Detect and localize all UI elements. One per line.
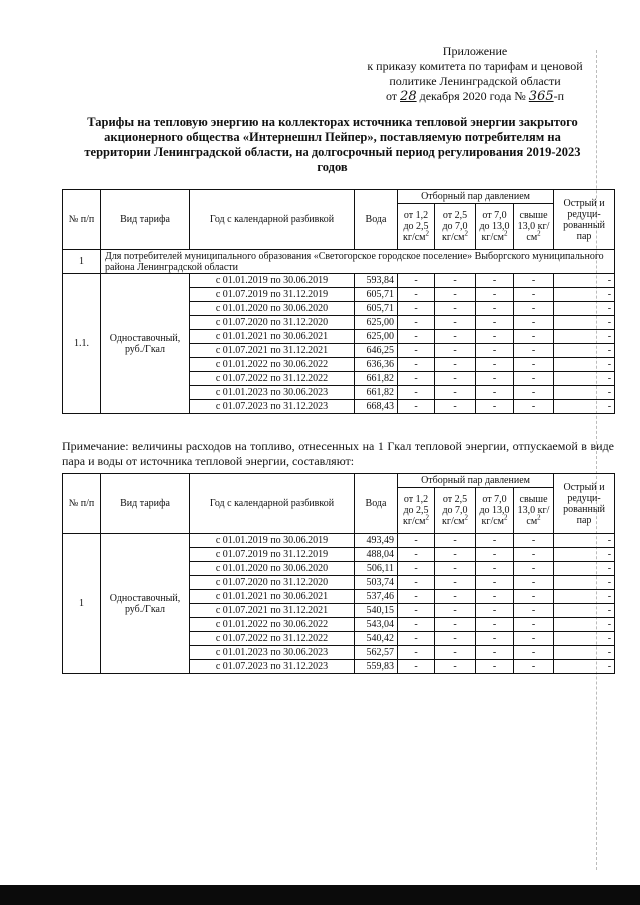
group-text: Для потребителей муниципального образования «Светогорское городское поселение» Выборгского муниципального района Ленинградской области — [101, 250, 615, 274]
steam-3-value: - — [476, 386, 514, 400]
period-cell: с 01.07.2023 по 31.12.2023 — [190, 660, 355, 674]
sharp-steam-value: - — [554, 646, 615, 660]
steam-3-value: - — [476, 604, 514, 618]
steam-3-value: - — [476, 548, 514, 562]
steam-1-value: - — [398, 604, 435, 618]
steam-2-value: - — [435, 618, 476, 632]
steam-4-value: - — [514, 632, 554, 646]
steam-1-value: - — [398, 632, 435, 646]
steam-4-value: - — [514, 302, 554, 316]
sharp-steam-value: - — [554, 330, 615, 344]
steam-1-value: - — [398, 372, 435, 386]
steam-1-value: - — [398, 576, 435, 590]
period-cell: с 01.01.2023 по 30.06.2023 — [190, 386, 355, 400]
sharp-steam-value: - — [554, 534, 615, 548]
steam-1-value: - — [398, 288, 435, 302]
period-cell: с 01.07.2020 по 31.12.2020 — [190, 576, 355, 590]
period-cell: с 01.07.2021 по 31.12.2021 — [190, 604, 355, 618]
steam-1-value: - — [398, 330, 435, 344]
sharp-steam-value: - — [554, 590, 615, 604]
steam-3-value: - — [476, 400, 514, 414]
water-value: 503,74 — [355, 576, 398, 590]
water-value: 540,42 — [355, 632, 398, 646]
steam-2-value: - — [435, 372, 476, 386]
steam-1-value: - — [398, 534, 435, 548]
water-value: 493,49 — [355, 534, 398, 548]
steam-3-value: - — [476, 288, 514, 302]
steam-3-value: - — [476, 576, 514, 590]
steam-3-value: - — [476, 618, 514, 632]
steam-1-value: - — [398, 274, 435, 288]
fuel-table-body — [63, 534, 615, 674]
steam-1-value: - — [398, 386, 435, 400]
sharp-steam-value: - — [554, 274, 615, 288]
document-title: Тарифы на тепловую энергию на коллекторах источника тепловой энергии закрытого акционерного общества «Интернешнл Пейпер», поставляемую потребителям на территории Ленинградской области, на долгосрочный период регулирования 2019-2023 годов — [84, 115, 581, 174]
steam-3-value: - — [476, 372, 514, 386]
steam-3-value: - — [476, 534, 514, 548]
period-cell: с 01.07.2021 по 31.12.2021 — [190, 344, 355, 358]
tariff-table — [62, 189, 615, 414]
header-steam-4: свыше 13,0 $кг/см^2$ — [514, 488, 554, 534]
header-steam-3: от 7,0 до 13,0 $кг/см^2$ — [476, 488, 514, 534]
steam-1-value: - — [398, 618, 435, 632]
steam-4-value: - — [514, 400, 554, 414]
steam-4-value: - — [514, 330, 554, 344]
header-steam-group: Отборный пар давлением — [398, 190, 554, 204]
header-sharp-steam: Острый и редуци-рованный пар — [554, 190, 615, 250]
steam-3-value: - — [476, 344, 514, 358]
steam-3-value: - — [476, 590, 514, 604]
steam-2-value: - — [435, 316, 476, 330]
steam-3-value: - — [476, 274, 514, 288]
steam-1-value: - — [398, 660, 435, 674]
water-value: 605,71 — [355, 302, 398, 316]
appendix-label: Приложение — [442, 44, 508, 58]
water-value: 540,15 — [355, 604, 398, 618]
tariff-table-header — [63, 190, 615, 250]
water-value: 668,43 — [355, 400, 398, 414]
water-value: 537,46 — [355, 590, 398, 604]
sharp-steam-value: - — [554, 632, 615, 646]
sharp-steam-value: - — [554, 562, 615, 576]
period-cell: с 01.07.2022 по 31.12.2022 — [190, 632, 355, 646]
steam-1-value: - — [398, 316, 435, 330]
period-cell: с 01.07.2022 по 31.12.2022 — [190, 372, 355, 386]
steam-1-value: - — [398, 302, 435, 316]
steam-4-value: - — [514, 386, 554, 400]
steam-3-value: - — [476, 660, 514, 674]
water-value: 646,25 — [355, 344, 398, 358]
sharp-steam-value: - — [554, 618, 615, 632]
header-num: № п/п — [63, 190, 101, 250]
steam-1-value: - — [398, 344, 435, 358]
group-num: 1 — [63, 250, 101, 274]
steam-1-value: - — [398, 358, 435, 372]
header-steam-2: от 2,5 до 7,0 $кг/см^2$ — [435, 204, 476, 250]
steam-2-value: - — [435, 400, 476, 414]
header-steam-1: от 1,2 до 2,5 $кг/см^2$ — [398, 204, 435, 250]
water-value: 543,04 — [355, 618, 398, 632]
steam-2-value: - — [435, 590, 476, 604]
tariff-type: Одноставочный, руб./Гкал — [101, 534, 190, 674]
header-sharp-steam: Острый и редуци-рованный пар — [554, 474, 615, 534]
steam-2-value: - — [435, 604, 476, 618]
note-paragraph: Примечание: величины расходов на топливо, отнесенных на 1 Гкал тепловой энергии, отпускаемой в виде пара и воды от источника тепловой энергии, составляют: — [62, 439, 614, 468]
sharp-steam-value: - — [554, 400, 615, 414]
period-cell: с 01.01.2022 по 30.06.2022 — [190, 358, 355, 372]
period-cell: с 01.01.2023 по 30.06.2023 — [190, 646, 355, 660]
steam-4-value: - — [514, 372, 554, 386]
water-value: 605,71 — [355, 288, 398, 302]
item-num: 1 — [63, 534, 101, 674]
water-value: 506,11 — [355, 562, 398, 576]
header-num: № п/п — [63, 474, 101, 534]
appendix-order-ref: к приказу комитета по тарифам и ценовой — [367, 59, 583, 73]
steam-2-value: - — [435, 534, 476, 548]
tariff-type: Одноставочный, руб./Гкал — [101, 274, 190, 414]
sharp-steam-value: - — [554, 548, 615, 562]
steam-2-value: - — [435, 660, 476, 674]
steam-1-value: - — [398, 400, 435, 414]
steam-4-value: - — [514, 316, 554, 330]
header-water: Вода — [355, 474, 398, 534]
appendix-committee: политике Ленинградской области — [389, 74, 561, 88]
header-steam-3: от 7,0 до 13,0 $кг/см^2$ — [476, 204, 514, 250]
steam-2-value: - — [435, 358, 476, 372]
group-row — [63, 250, 615, 274]
water-value: 625,00 — [355, 330, 398, 344]
period-cell: с 01.01.2020 по 30.06.2020 — [190, 562, 355, 576]
water-value: 562,57 — [355, 646, 398, 660]
steam-2-value: - — [435, 288, 476, 302]
steam-3-value: - — [476, 358, 514, 372]
sharp-steam-value: - — [554, 372, 615, 386]
water-value: 661,82 — [355, 386, 398, 400]
header-period: Год с календарной разбивкой — [190, 474, 355, 534]
header-steam-group: Отборный пар давлением — [398, 474, 554, 488]
steam-4-value: - — [514, 548, 554, 562]
period-cell: с 01.01.2022 по 30.06.2022 — [190, 618, 355, 632]
sharp-steam-value: - — [554, 302, 615, 316]
steam-2-value: - — [435, 632, 476, 646]
water-value: 636,36 — [355, 358, 398, 372]
header-period: Год с календарной разбивкой — [190, 190, 355, 250]
tariff-table-body — [63, 250, 615, 414]
steam-1-value: - — [398, 590, 435, 604]
sharp-steam-value: - — [554, 604, 615, 618]
steam-3-value: - — [476, 562, 514, 576]
steam-4-value: - — [514, 274, 554, 288]
scan-bottom-edge — [0, 885, 640, 905]
fuel-cost-table — [62, 473, 615, 674]
appendix-block — [350, 44, 600, 104]
steam-2-value: - — [435, 562, 476, 576]
steam-3-value: - — [476, 632, 514, 646]
steam-2-value: - — [435, 646, 476, 660]
sharp-steam-value: - — [554, 386, 615, 400]
sharp-steam-value: - — [554, 576, 615, 590]
steam-3-value: - — [476, 316, 514, 330]
date-day-handwritten: 28 — [400, 89, 417, 104]
period-cell: с 01.01.2019 по 30.06.2019 — [190, 274, 355, 288]
header-steam-1: от 1,2 до 2,5 $кг/см^2$ — [398, 488, 435, 534]
table-row — [63, 534, 615, 548]
header-water: Вода — [355, 190, 398, 250]
order-number-handwritten: 365 — [528, 89, 554, 104]
steam-2-value: - — [435, 330, 476, 344]
steam-3-value: - — [476, 646, 514, 660]
water-value: 593,84 — [355, 274, 398, 288]
sharp-steam-value: - — [554, 660, 615, 674]
header-steam-2: от 2,5 до 7,0 $кг/см^2$ — [435, 488, 476, 534]
steam-4-value: - — [514, 562, 554, 576]
steam-4-value: - — [514, 618, 554, 632]
period-cell: с 01.01.2021 по 30.06.2021 — [190, 330, 355, 344]
water-value: 488,04 — [355, 548, 398, 562]
steam-4-value: - — [514, 646, 554, 660]
appendix-date-line — [350, 89, 600, 104]
steam-4-value: - — [514, 288, 554, 302]
period-cell: с 01.01.2021 по 30.06.2021 — [190, 590, 355, 604]
steam-4-value: - — [514, 590, 554, 604]
steam-1-value: - — [398, 548, 435, 562]
steam-4-value: - — [514, 604, 554, 618]
header-type: Вид тарифа — [101, 474, 190, 534]
sharp-steam-value: - — [554, 316, 615, 330]
table-row — [63, 274, 615, 288]
water-value: 559,83 — [355, 660, 398, 674]
steam-4-value: - — [514, 358, 554, 372]
steam-4-value: - — [514, 660, 554, 674]
header-type: Вид тарифа — [101, 190, 190, 250]
steam-2-value: - — [435, 302, 476, 316]
steam-3-value: - — [476, 330, 514, 344]
water-value: 661,82 — [355, 372, 398, 386]
water-value: 625,00 — [355, 316, 398, 330]
date-prefix: от — [385, 89, 398, 103]
steam-3-value: - — [476, 302, 514, 316]
fuel-table-header — [63, 474, 615, 534]
period-cell: с 01.07.2019 по 31.12.2019 — [190, 548, 355, 562]
period-cell: с 01.01.2019 по 30.06.2019 — [190, 534, 355, 548]
period-cell: с 01.07.2019 по 31.12.2019 — [190, 288, 355, 302]
steam-4-value: - — [514, 344, 554, 358]
period-cell: с 01.01.2020 по 30.06.2020 — [190, 302, 355, 316]
steam-2-value: - — [435, 274, 476, 288]
period-cell: с 01.07.2023 по 31.12.2023 — [190, 400, 355, 414]
item-num: 1.1. — [63, 274, 101, 414]
steam-2-value: - — [435, 386, 476, 400]
order-suffix: -п — [553, 89, 565, 103]
sharp-steam-value: - — [554, 344, 615, 358]
period-cell: с 01.07.2020 по 31.12.2020 — [190, 316, 355, 330]
steam-4-value: - — [514, 534, 554, 548]
date-suffix: декабря 2020 года № — [419, 89, 526, 103]
steam-2-value: - — [435, 344, 476, 358]
sharp-steam-value: - — [554, 288, 615, 302]
steam-4-value: - — [514, 576, 554, 590]
steam-2-value: - — [435, 576, 476, 590]
header-steam-4: свыше 13,0 $кг/см^2$ — [514, 204, 554, 250]
sharp-steam-value: - — [554, 358, 615, 372]
steam-1-value: - — [398, 646, 435, 660]
steam-2-value: - — [435, 548, 476, 562]
steam-1-value: - — [398, 562, 435, 576]
